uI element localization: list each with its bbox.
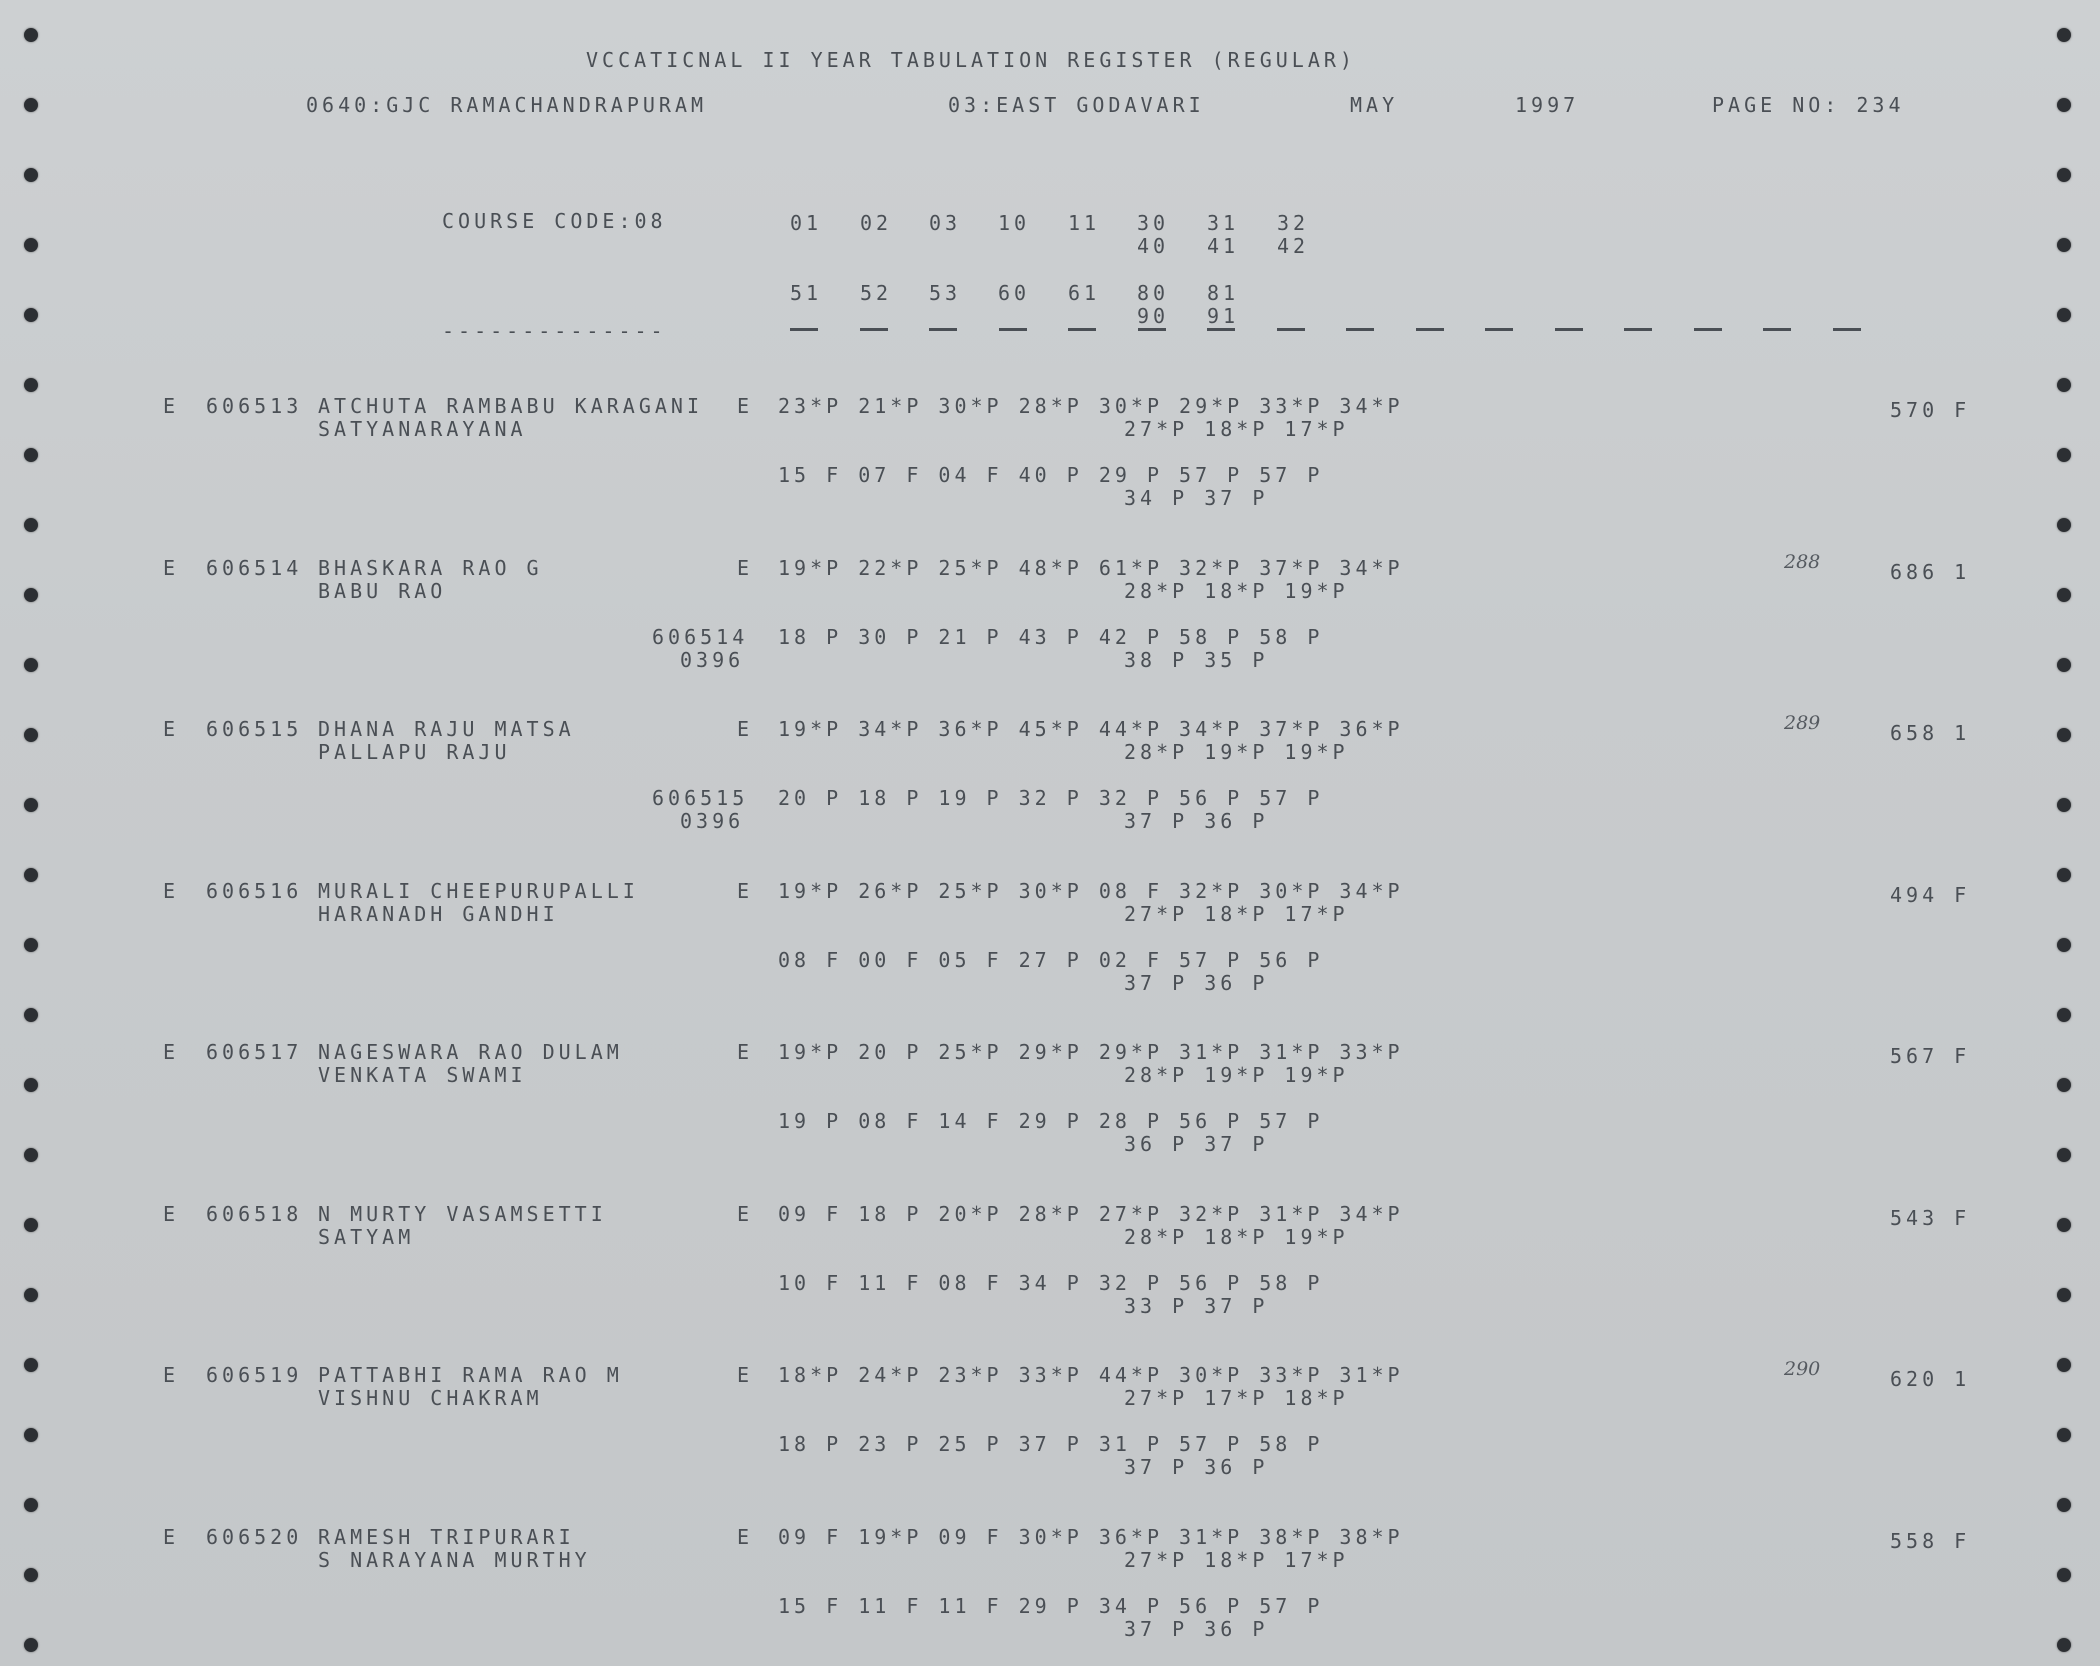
feed-hole	[2057, 1078, 2071, 1092]
marks-row-2b: 33 P 37 P	[1124, 1293, 1269, 1318]
subject-code: 41	[1207, 234, 1240, 258]
feed-hole	[2057, 518, 2071, 532]
medium-mark: E	[737, 1363, 754, 1387]
feed-hole	[2057, 588, 2071, 602]
feed-hole	[24, 1358, 38, 1372]
handwritten-serial: 290	[1784, 1358, 1821, 1380]
marks-row-1b: 28*P 19*P 19*P	[1124, 740, 1349, 764]
subject-code: 11	[1068, 211, 1101, 235]
feed-hole	[24, 238, 38, 252]
marks-row-1: 19*P 22*P 25*P 48*P 61*P 32*P 37*P 34*P	[778, 555, 1404, 580]
exam-year: 1997	[1515, 93, 1580, 117]
feed-hole	[24, 588, 38, 602]
column-dash	[1207, 328, 1235, 331]
column-dash	[1694, 328, 1722, 331]
marks-row-2: 20 P 18 P 19 P 32 P 32 P 56 P 57 P	[778, 786, 1324, 810]
roll-number: 606513	[206, 394, 303, 418]
marks-row-2b: 37 P 36 P	[1124, 1616, 1269, 1641]
marks-row-2b: 36 P 37 P	[1124, 1132, 1269, 1156]
feed-hole	[2057, 168, 2071, 182]
record-tag: E	[163, 1040, 180, 1064]
student-name: MURALI CHEEPURUPALLI	[318, 878, 639, 903]
feed-hole	[24, 1428, 38, 1442]
feed-hole	[2057, 1638, 2071, 1652]
feed-hole	[2057, 938, 2071, 952]
feed-hole	[24, 868, 38, 882]
record-tag: E	[163, 394, 180, 418]
feed-hole	[2057, 238, 2071, 252]
marks-row-2: 15 F 07 F 04 F 40 P 29 P 57 P 57 P	[778, 463, 1324, 487]
record-tag: E	[163, 717, 180, 741]
exam-month: MAY	[1350, 93, 1399, 117]
marks-row-2b: 38 P 35 P	[1124, 647, 1269, 672]
total-result: 558 F	[1890, 1528, 1971, 1553]
marks-row-1: 09 F 19*P 09 F 30*P 36*P 31*P 38*P 38*P	[778, 1524, 1404, 1549]
course-code-label: COURSE CODE:08	[442, 209, 667, 233]
column-dash	[1068, 328, 1096, 331]
subject-code: 61	[1068, 281, 1101, 305]
feed-hole	[24, 938, 38, 952]
feed-hole	[24, 518, 38, 532]
medium-mark: E	[737, 1201, 754, 1226]
column-dash	[790, 328, 818, 331]
marks-row-2: 19 P 08 F 14 F 29 P 28 P 56 P 57 P	[778, 1109, 1324, 1133]
subject-code: 91	[1207, 304, 1240, 328]
feed-hole	[24, 1638, 38, 1652]
column-dash	[1346, 328, 1374, 331]
feed-hole	[2057, 1428, 2071, 1442]
column-dash	[860, 328, 888, 331]
total-result: 658 1	[1890, 721, 1971, 745]
medium-mark: E	[737, 1040, 754, 1064]
subject-code: 30	[1137, 211, 1170, 235]
parent-name: SATYANARAYANA	[318, 417, 527, 441]
feed-hole	[24, 378, 38, 392]
register-title: VCCATICNAL II YEAR TABULATION REGISTER (REGULAR)	[586, 48, 1356, 72]
roll-number: 606520	[206, 1524, 303, 1549]
subject-code: 80	[1137, 281, 1170, 305]
medium-mark: E	[737, 1524, 754, 1549]
student-name: BHASKARA RAO G	[318, 555, 543, 580]
feed-hole	[2057, 1288, 2071, 1302]
roll-number: 606514	[206, 555, 303, 580]
record-tag: E	[163, 1524, 180, 1549]
feed-hole	[2057, 1148, 2071, 1162]
total-result: 686 1	[1890, 559, 1971, 584]
feed-hole	[2057, 868, 2071, 882]
column-dash	[1485, 328, 1513, 331]
total-result: 620 1	[1890, 1367, 1971, 1391]
marks-row-2b: 37 P 36 P	[1124, 970, 1269, 995]
medium-mark: E	[737, 878, 754, 903]
marks-row-1b: 27*P 18*P 17*P	[1124, 417, 1349, 441]
feed-hole	[24, 1498, 38, 1512]
total-result: 543 F	[1890, 1205, 1971, 1230]
roll-number: 606516	[206, 878, 303, 903]
record-tag: E	[163, 878, 180, 903]
subject-code: 03	[929, 211, 962, 235]
parent-name: VISHNU CHAKRAM	[318, 1386, 543, 1410]
marks-row-1: 09 F 18 P 20*P 28*P 27*P 32*P 31*P 34*P	[778, 1201, 1404, 1226]
subject-code: 01	[790, 211, 823, 235]
record-tag: E	[163, 555, 180, 580]
course-code-underline: --------------	[442, 319, 667, 343]
feed-hole	[24, 1078, 38, 1092]
feed-hole	[24, 1288, 38, 1302]
subject-code: 52	[860, 281, 893, 305]
marks-row-2b: 37 P 36 P	[1124, 1455, 1269, 1479]
marks-row-1b: 27*P 18*P 17*P	[1124, 901, 1349, 926]
parent-name: SATYAM	[318, 1224, 415, 1249]
marks-row-2: 18 P 30 P 21 P 43 P 42 P 58 P 58 P	[778, 624, 1324, 649]
college-name: 0640:GJC RAMACHANDRAPURAM	[306, 93, 708, 117]
feed-hole	[24, 798, 38, 812]
handwritten-serial: 288	[1784, 550, 1821, 573]
handwritten-serial: 289	[1784, 712, 1821, 734]
feed-hole	[24, 168, 38, 182]
subject-code: 10	[998, 211, 1031, 235]
feed-hole	[2057, 28, 2071, 42]
feed-hole	[2057, 378, 2071, 392]
feed-hole	[24, 1008, 38, 1022]
roll-number: 606519	[206, 1363, 303, 1387]
feed-hole	[24, 308, 38, 322]
feed-hole	[2057, 308, 2071, 322]
parent-name: HARANADH GANDHI	[318, 901, 559, 926]
page-number: PAGE NO: 234	[1712, 93, 1905, 117]
column-dash	[999, 328, 1027, 331]
marks-row-1: 19*P 20 P 25*P 29*P 29*P 31*P 31*P 33*P	[778, 1040, 1404, 1064]
subject-code: 53	[929, 281, 962, 305]
marks-row-2: 18 P 23 P 25 P 37 P 31 P 57 P 58 P	[778, 1432, 1324, 1456]
medium-mark: E	[737, 555, 754, 580]
marks-row-1b: 27*P 17*P 18*P	[1124, 1386, 1349, 1410]
record-tag: E	[163, 1201, 180, 1226]
column-dash	[929, 328, 957, 331]
total-result: 570 F	[1890, 398, 1971, 422]
subject-code: 02	[860, 211, 893, 235]
feed-hole	[24, 728, 38, 742]
subject-code: 90	[1137, 304, 1170, 328]
record-tag: E	[163, 1363, 180, 1387]
feed-hole	[24, 1568, 38, 1582]
marks-row-2: 15 F 11 F 11 F 29 P 34 P 56 P 57 P	[778, 1593, 1324, 1618]
parent-name: VENKATA SWAMI	[318, 1063, 527, 1087]
feed-hole	[24, 658, 38, 672]
medium-mark: E	[737, 717, 754, 741]
column-dash	[1277, 328, 1305, 331]
feed-hole	[2057, 658, 2071, 672]
student-name: DHANA RAJU MATSA	[318, 717, 575, 741]
reference-number: 606515	[652, 786, 749, 810]
student-name: NAGESWARA RAO DULAM	[318, 1040, 623, 1064]
marks-row-1: 19*P 34*P 36*P 45*P 44*P 34*P 37*P 36*P	[778, 717, 1404, 741]
marks-row-2: 10 F 11 F 08 F 34 P 32 P 56 P 58 P	[778, 1270, 1324, 1295]
total-result: 494 F	[1890, 882, 1971, 907]
marks-row-1: 18*P 24*P 23*P 33*P 44*P 30*P 33*P 31*P	[778, 1363, 1404, 1387]
student-name: N MURTY VASAMSETTI	[318, 1201, 607, 1226]
marks-row-1b: 28*P 18*P 19*P	[1124, 578, 1349, 603]
reference-code: 0396	[680, 809, 745, 833]
column-dash	[1624, 328, 1652, 331]
roll-number: 606517	[206, 1040, 303, 1064]
marks-row-2: 08 F 00 F 05 F 27 P 02 F 57 P 56 P	[778, 947, 1324, 972]
marks-row-1: 19*P 26*P 25*P 30*P 08 F 32*P 30*P 34*P	[778, 878, 1404, 903]
column-dash	[1763, 328, 1791, 331]
feed-hole	[2057, 798, 2071, 812]
parent-name: S NARAYANA MURTHY	[318, 1547, 591, 1572]
feed-hole	[2057, 728, 2071, 742]
column-dash	[1555, 328, 1583, 331]
parent-name: PALLAPU RAJU	[318, 740, 511, 764]
marks-row-2b: 34 P 37 P	[1124, 486, 1269, 510]
feed-hole	[2057, 1498, 2071, 1512]
column-dash	[1138, 328, 1166, 331]
marks-row-2b: 37 P 36 P	[1124, 809, 1269, 833]
reference-code: 0396	[680, 647, 745, 672]
medium-mark: E	[737, 394, 754, 418]
feed-hole	[2057, 1218, 2071, 1232]
subject-code: 60	[998, 281, 1031, 305]
feed-hole	[24, 1218, 38, 1232]
student-name: ATCHUTA RAMBABU KARAGANI	[318, 394, 703, 418]
feed-hole	[2057, 448, 2071, 462]
subject-code: 42	[1277, 234, 1310, 258]
student-name: RAMESH TRIPURARI	[318, 1524, 575, 1549]
district-name: 03:EAST GODAVARI	[948, 93, 1205, 117]
feed-hole	[2057, 1568, 2071, 1582]
subject-code: 32	[1277, 211, 1310, 235]
feed-hole	[2057, 1358, 2071, 1372]
feed-hole	[2057, 1008, 2071, 1022]
roll-number: 606515	[206, 717, 303, 741]
column-dash	[1416, 328, 1444, 331]
marks-row-1: 23*P 21*P 30*P 28*P 30*P 29*P 33*P 34*P	[778, 394, 1404, 418]
total-result: 567 F	[1890, 1044, 1971, 1068]
subject-code: 31	[1207, 211, 1240, 235]
subject-code: 40	[1137, 234, 1170, 258]
marks-row-1b: 28*P 18*P 19*P	[1124, 1224, 1349, 1249]
reference-number: 606514	[652, 624, 749, 649]
feed-hole	[24, 98, 38, 112]
feed-hole	[2057, 98, 2071, 112]
feed-hole	[24, 1148, 38, 1162]
column-dash	[1833, 328, 1861, 331]
feed-hole	[24, 448, 38, 462]
subject-code: 51	[790, 281, 823, 305]
student-name: PATTABHI RAMA RAO M	[318, 1363, 623, 1387]
marks-row-1b: 28*P 19*P 19*P	[1124, 1063, 1349, 1087]
marks-row-1b: 27*P 18*P 17*P	[1124, 1547, 1349, 1572]
parent-name: BABU RAO	[318, 578, 447, 603]
roll-number: 606518	[206, 1201, 303, 1226]
subject-code: 81	[1207, 281, 1240, 305]
feed-hole	[24, 28, 38, 42]
